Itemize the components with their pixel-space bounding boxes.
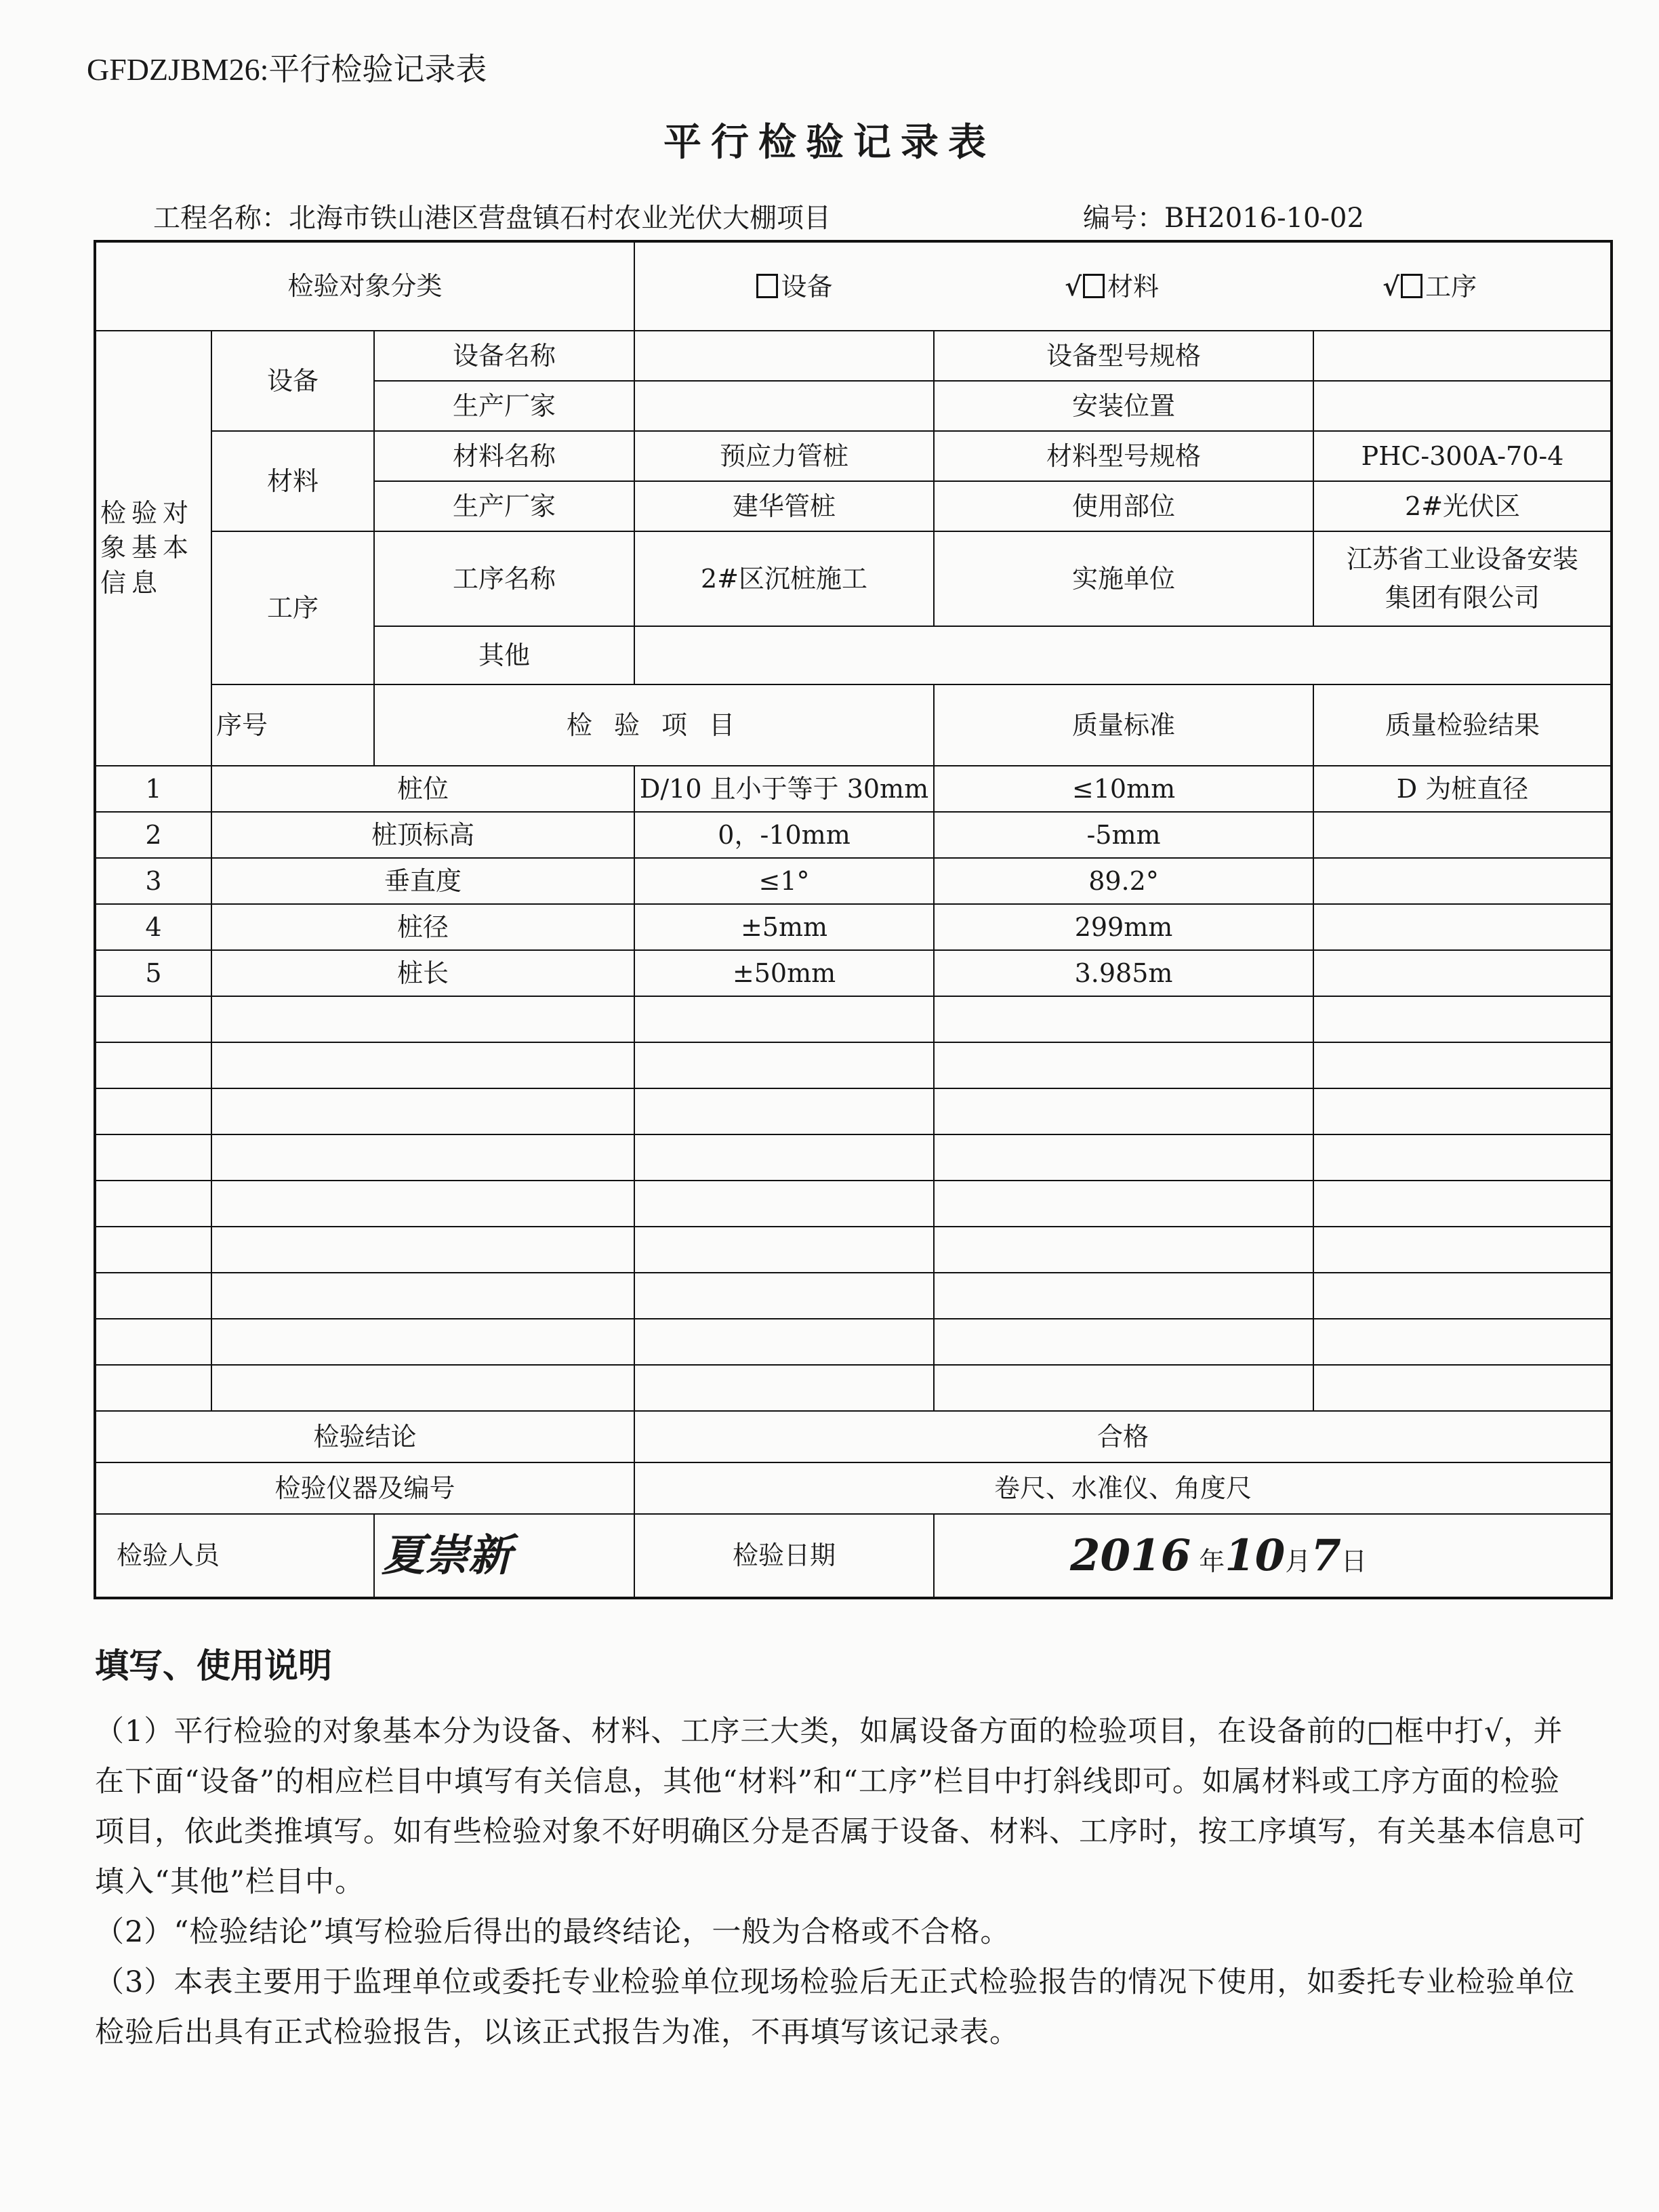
material-maker-value: 建华管桩	[634, 481, 934, 531]
item-name: 垂直度	[211, 858, 634, 904]
item-result: ≤10mm	[934, 766, 1313, 812]
equipment-name-value	[634, 331, 934, 381]
item-name: 桩位	[211, 766, 634, 812]
item-result: 89.2°	[934, 858, 1313, 904]
material-maker-label: 生产厂家	[374, 481, 634, 531]
process-unit-value	[1313, 531, 1612, 626]
item-standard: ±5mm	[634, 904, 934, 950]
item-remark	[1313, 904, 1612, 950]
category-option-equipment[interactable]	[639, 267, 949, 306]
checkmark: √	[1382, 270, 1400, 302]
col-header-item: 检 验 项 目	[374, 684, 934, 766]
category-options	[634, 241, 1612, 331]
col-header-no: 序号	[211, 684, 374, 766]
category-option-process[interactable]	[1275, 267, 1584, 306]
empty-row	[95, 1088, 1612, 1134]
item-result: 299mm	[934, 904, 1313, 950]
item-result: 3.985m	[934, 950, 1313, 996]
process-name-value: 2#区沉桩施工	[634, 531, 934, 626]
empty-row	[95, 1042, 1612, 1088]
equipment-name-label: 设备名称	[374, 331, 634, 381]
col-header-standard: 质量标准	[934, 684, 1313, 766]
process-group-label: 工序	[211, 531, 374, 684]
instruction-paragraph: （2）“检验结论”填写检验后得出的最终结论，一般为合格或不合格。	[95, 1915, 1010, 1949]
checkbox-icon	[756, 274, 778, 298]
date-month: 10	[1225, 1530, 1286, 1581]
table-row	[95, 858, 1612, 904]
conclusion-label: 检验结论	[95, 1411, 634, 1462]
instructions-heading: 填写、使用说明	[95, 1646, 332, 1685]
instruction-paragraph: （3）本表主要用于监理单位或委托专业检验单位现场检验后无正式检验报告的情况下使用，如委托专业检验单位检验后出具有正式检验报告，以该正式报告为准，不再填写该记录表。	[95, 1965, 1576, 2049]
process-name-label: 工序名称	[374, 531, 634, 626]
table-row	[95, 904, 1612, 950]
item-standard: ±50mm	[634, 950, 934, 996]
item-name: 桩顶标高	[211, 812, 634, 858]
date-day-unit: 日	[1340, 1546, 1367, 1576]
project-name: 北海市铁山港区营盘镇石村农业光伏大棚项目	[289, 203, 831, 234]
instructions	[95, 1639, 1586, 2057]
item-standard: 0，-10mm	[634, 812, 934, 858]
item-no: 3	[95, 858, 211, 904]
date-year-unit: 年	[1199, 1546, 1225, 1576]
item-no: 2	[95, 812, 211, 858]
equipment-group-label: 设备	[211, 331, 374, 431]
item-remark: D 为桩直径	[1313, 766, 1612, 812]
other-label: 其他	[374, 626, 634, 684]
process-unit-line1: 江苏省工业设备安装	[1347, 544, 1579, 574]
other-value	[634, 626, 1612, 684]
empty-row	[95, 996, 1612, 1042]
empty-row	[95, 1365, 1612, 1411]
table-row	[95, 766, 1612, 812]
category-label: 检验对象分类	[95, 241, 634, 331]
instrument-label: 检验仪器及编号	[95, 1462, 634, 1514]
material-name-label: 材料名称	[374, 431, 634, 481]
signature: 夏崇新	[382, 1530, 512, 1581]
item-result: -5mm	[934, 812, 1313, 858]
item-name: 桩长	[211, 950, 634, 996]
items-header-row	[95, 684, 1612, 766]
item-standard: D/10 且小于等于 30mm	[634, 766, 934, 812]
item-remark	[1313, 812, 1612, 858]
equipment-model-label: 设备型号规格	[934, 331, 1313, 381]
serial-line	[1083, 197, 1364, 235]
item-remark	[1313, 950, 1612, 996]
date-month-unit: 月	[1285, 1546, 1311, 1576]
equipment-maker-label: 生产厂家	[374, 381, 634, 431]
inspection-table	[94, 240, 1613, 1599]
serial-label: 编号：	[1083, 203, 1164, 234]
empty-row	[95, 1181, 1612, 1227]
item-name: 桩径	[211, 904, 634, 950]
document-title: 平行检验记录表	[663, 121, 996, 165]
category-option-material[interactable]	[957, 267, 1267, 306]
option-label: 材料	[1107, 271, 1160, 302]
option-label: 工序	[1425, 271, 1477, 302]
material-usage-label: 使用部位	[934, 481, 1313, 531]
empty-row	[95, 1227, 1612, 1273]
category-row	[95, 241, 1612, 331]
item-no: 1	[95, 766, 211, 812]
date-value	[934, 1514, 1612, 1598]
instrument-value: 卷尺、水准仪、角度尺	[634, 1462, 1612, 1514]
date-year: 2016	[1070, 1530, 1191, 1581]
instruction-paragraph: （1）平行检验的对象基本分为设备、材料、工序三大类，如属设备方面的检验项目，在设备前的□框中打√，并在下面“设备”的相应栏目中填写有关信息，其他“材料”和“工序”栏目中打斜线即可。如属材料或工序方面的检验项目，依此类推填写。如有些检验对象不好明确区分是否属于设备、材料、工序时，按工序填写，有关基本信息可填入“其他”栏目中。	[95, 1715, 1586, 1899]
process-unit-label: 实施单位	[934, 531, 1313, 626]
material-group-label: 材料	[211, 431, 374, 531]
item-remark	[1313, 858, 1612, 904]
basic-info-label: 检验对象基本信息	[95, 331, 211, 766]
item-no: 5	[95, 950, 211, 996]
checkbox-icon	[1083, 274, 1105, 298]
form-code: GFDZJBM26:平行检验记录表	[87, 52, 487, 87]
checkbox-icon	[1401, 274, 1422, 298]
inspector-label: 检验人员	[95, 1514, 374, 1598]
date-label: 检验日期	[634, 1514, 934, 1598]
material-usage-value: 2#光伏区	[1313, 481, 1612, 531]
equipment-location-value	[1313, 381, 1612, 431]
empty-row	[95, 1273, 1612, 1319]
checkmark: √	[1065, 270, 1082, 302]
option-label: 设备	[781, 271, 833, 302]
equipment-location-label: 安装位置	[934, 381, 1313, 431]
project-label: 工程名称：	[153, 203, 289, 234]
equipment-maker-value	[634, 381, 934, 431]
process-unit-line2: 集团有限公司	[1385, 583, 1540, 613]
item-no: 4	[95, 904, 211, 950]
item-standard: ≤1°	[634, 858, 934, 904]
equipment-model-value	[1313, 331, 1612, 381]
table-row	[95, 812, 1612, 858]
material-model-label: 材料型号规格	[934, 431, 1313, 481]
empty-row	[95, 1134, 1612, 1181]
material-name-value: 预应力管桩	[634, 431, 934, 481]
serial-number: BH2016-10-02	[1164, 203, 1364, 234]
empty-row	[95, 1319, 1612, 1365]
date-day: 7	[1311, 1530, 1341, 1581]
table-row	[95, 950, 1612, 996]
col-header-result: 质量检验结果	[1313, 684, 1612, 766]
project-line	[153, 197, 831, 235]
inspector-signature	[374, 1514, 634, 1598]
conclusion-value: 合格	[634, 1411, 1612, 1462]
material-model-value: PHC-300A-70-4	[1313, 431, 1612, 481]
